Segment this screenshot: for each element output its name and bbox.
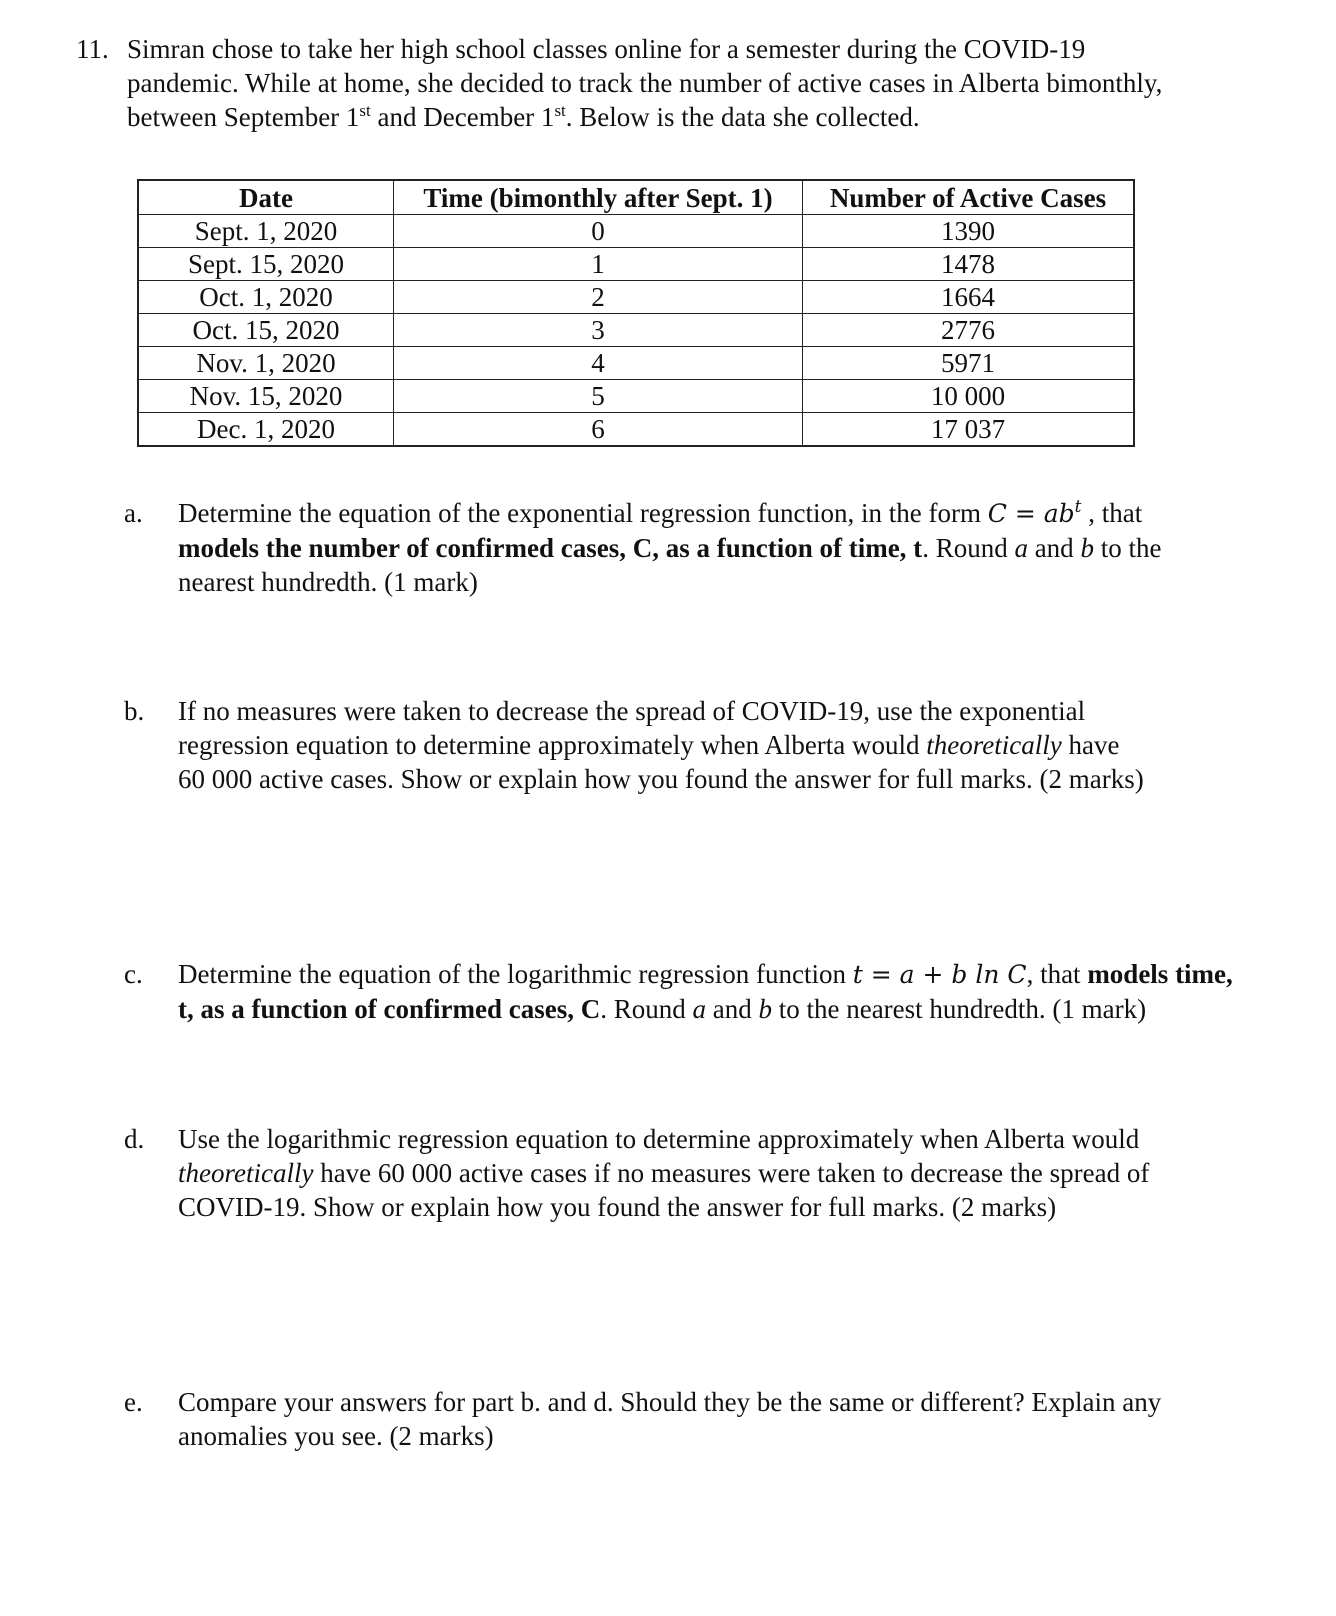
part-d-text: [178, 1122, 1328, 1224]
question-intro: [127, 32, 1327, 134]
cell-cases: 1478: [803, 248, 1135, 281]
variable-a: a: [1014, 533, 1028, 563]
cell-cases: 1390: [803, 215, 1135, 248]
part-c-line-1: [178, 957, 1328, 992]
header-date: Date: [138, 180, 394, 215]
cell-time: 2: [394, 281, 803, 314]
table-row: [138, 413, 1134, 447]
bold-text: models time,: [1087, 959, 1233, 989]
part-text: regression equation to determine approximately when Alberta would: [178, 730, 927, 760]
cell-date: Dec. 1, 2020: [138, 413, 394, 447]
cell-cases: 5971: [803, 347, 1135, 380]
cell-time: 4: [394, 347, 803, 380]
cell-time: 6: [394, 413, 803, 447]
cell-time: 0: [394, 215, 803, 248]
part-e-line-2: anomalies you see. (2 marks): [178, 1421, 494, 1451]
part-c-label: c.: [124, 959, 143, 989]
part-e-line-1: Compare your answers for part b. and d. Should they be the same or different? Explain any: [178, 1387, 1162, 1417]
table-header-row: [138, 180, 1134, 215]
part-text: to the nearest hundredth. (1 mark): [771, 994, 1147, 1024]
cell-cases: 10 000: [803, 380, 1135, 413]
part-b-line-1: If no measures were taken to decrease the spread of COVID-19, use the exponential: [178, 696, 1086, 726]
part-text: to the: [1093, 533, 1162, 563]
variable-a: a: [692, 994, 706, 1024]
part-c-line-2: [178, 992, 1328, 1026]
cell-date: Nov. 1, 2020: [138, 347, 394, 380]
question-number: 11.: [76, 34, 109, 64]
part-e-label: e.: [124, 1387, 143, 1417]
part-b-line-2: [178, 728, 1328, 762]
part-d-line-1: Use the logarithmic regression equation to determine approximately when Alberta would: [178, 1124, 1140, 1154]
cell-date: Nov. 15, 2020: [138, 380, 394, 413]
variable-b: b: [1080, 533, 1094, 563]
cell-date: Oct. 1, 2020: [138, 281, 394, 314]
equation: t = a + b ln C: [852, 960, 1027, 989]
part-c-text: [178, 957, 1328, 1026]
table-row: [138, 314, 1134, 347]
intro-text: . Below is the data she collected.: [565, 102, 920, 132]
cell-time: 5: [394, 380, 803, 413]
intro-line-2: pandemic. While at home, she decided to track the number of active cases in Alberta bimonthly,: [127, 68, 1163, 98]
table-row: [138, 347, 1134, 380]
part-text: Determine the equation of the exponential regression function, in the form: [178, 498, 988, 528]
intro-line-3: [127, 100, 1327, 134]
header-cases: Number of Active Cases: [803, 180, 1135, 215]
part-e-text: [178, 1385, 1328, 1453]
part-a-label: a.: [124, 498, 143, 528]
header-time: Time (bimonthly after Sept. 1): [394, 180, 803, 215]
cell-cases: 2776: [803, 314, 1135, 347]
cell-time: 1: [394, 248, 803, 281]
equation-text: C = ab: [987, 499, 1075, 528]
table-row: [138, 215, 1134, 248]
part-text: and: [1027, 533, 1081, 563]
superscript: st: [554, 101, 566, 120]
part-d-line-3: COVID-19. Show or explain how you found the answer for full marks. (2 marks): [178, 1192, 1057, 1222]
cell-cases: 17 037: [803, 413, 1135, 447]
part-text: , that: [1026, 959, 1088, 989]
part-text: . Round: [600, 994, 693, 1024]
cell-date: Sept. 1, 2020: [138, 215, 394, 248]
bold-text: models the number of confirmed cases, C, as a function of time, t: [178, 533, 923, 563]
exponent: t: [1074, 497, 1082, 517]
part-text: and: [705, 994, 759, 1024]
part-text: have 60 000 active cases if no measures were taken to decrease the spread of: [313, 1158, 1150, 1188]
cell-date: Oct. 15, 2020: [138, 314, 394, 347]
superscript: st: [359, 101, 371, 120]
part-text: Determine the equation of the logarithmic regression function: [178, 959, 853, 989]
part-d-label: d.: [124, 1124, 145, 1154]
part-a-text: [178, 496, 1328, 599]
part-b-label: b.: [124, 696, 145, 726]
bold-text: t, as a function of confirmed cases, C: [178, 994, 601, 1024]
table-row: [138, 248, 1134, 281]
variable-b: b: [758, 994, 772, 1024]
part-a-line-2: [178, 531, 1328, 565]
intro-text: and December 1: [370, 102, 555, 132]
part-a-line-1: [178, 496, 1328, 531]
table-row: [138, 380, 1134, 413]
part-text: . Round: [922, 533, 1015, 563]
part-b-line-3: 60 000 active cases. Show or explain how you found the answer for full marks. (2 marks): [178, 764, 1144, 794]
italic-text: theoretically: [178, 1158, 314, 1188]
data-table: [137, 179, 1135, 447]
equation: [988, 499, 1082, 528]
cell-date: Sept. 15, 2020: [138, 248, 394, 281]
italic-text: theoretically: [926, 730, 1062, 760]
cell-cases: 1664: [803, 281, 1135, 314]
part-d-line-2: [178, 1156, 1328, 1190]
intro-line-1: Simran chose to take her high school classes online for a semester during the COVID-19: [127, 34, 1086, 64]
part-b-text: [178, 694, 1328, 796]
table-row: [138, 281, 1134, 314]
part-text: have: [1061, 730, 1120, 760]
part-text: , that: [1081, 498, 1143, 528]
cell-time: 3: [394, 314, 803, 347]
part-a-line-3: nearest hundredth. (1 mark): [178, 567, 478, 597]
intro-text: between September 1: [127, 102, 360, 132]
